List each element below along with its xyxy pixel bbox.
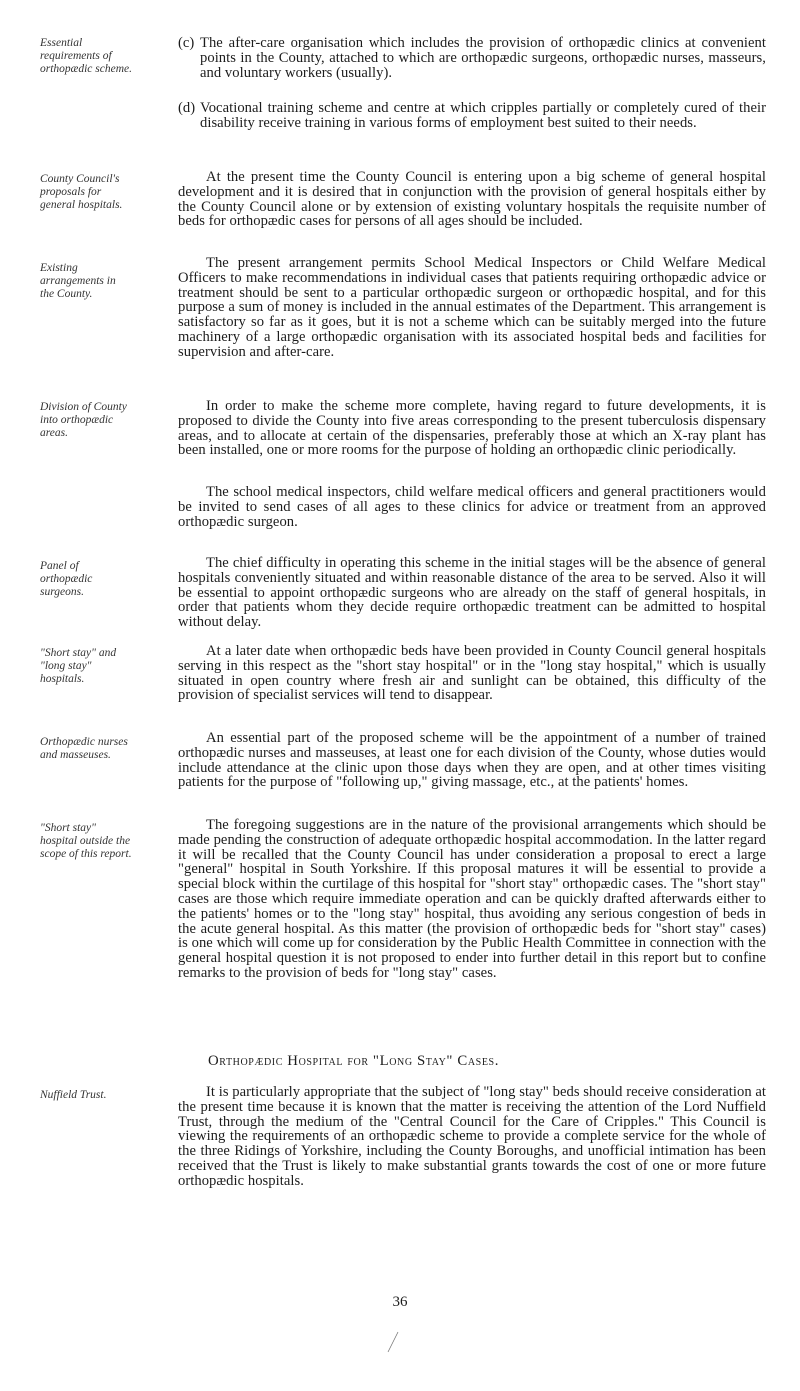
item-d-label: (d) (178, 100, 196, 116)
item-c-label: (c) (178, 35, 195, 51)
paragraph-foregoing-suggestions: The foregoing suggestions are in the nature of the provisional arrangements which should be made pending the construction of adequate orthopædic hospital accommodation. In the latter regard it will be recalled that the County Council has under consideration a proposal to erect a large "general" hospital in South Yorkshire. If this proposal matures it will be essential to provide a special block within the curtilage of this hospital for "short stay" orthopædic cases. The "short stay" cases are those which require immediate operation and can be quickly drafted afterwards either to the patients' homes or to the "long stay" hospital, thus avoiding any serious congestion of beds in the acute general hospital. As this matter (the provision of orthopædic beds for "short stay" cases) is one which will come up for consideration by the Public Health Committee in connection with the general hospital question it is not proposed to ender into further detail in this report but to confine remarks to the provision of beds for "long stay" cases. (178, 817, 766, 981)
paragraph-division-into-areas: In order to make the scheme more complete, having regard to future developments, it is proposed to divide the County into five areas corresponding to the present tuberculosis dispensary areas, and to allocate at certain of the dispensaries, preferably those at which an X-ray plant has been installed, one or more rooms for the purpose of holding an orthopædic clinic periodically. (178, 398, 766, 459)
paragraph-later-date: At a later date when orthopædic beds have been provided in County Council general hospitals serving in this respect as the "short stay hospital" or in the "long stay hospital," which is usually situated in open country where fresh air and sunlight can be obtained, this difficulty of the provision of specialist services will tend to disappear. (178, 643, 766, 704)
margin-note-division-of-county: Division of County into orthopædic areas. (40, 401, 127, 439)
item-c-text: The after-care organisation which includes the provision of orthopædic clinics at convenient points in the County, attached to which are orthopædic surgeons, orthopædic nurses, masseurs, and voluntary workers (usually). (200, 35, 766, 81)
paragraph-existing-arrangement: The present arrangement permits School Medical Inspectors or Child Welfare Medical Officers to make recommendations in individual cases that patients requiring orthopædic advice or treatment should be sent to a particular orthopædic surgeon or orthopædic hospital, and for this purpose a sum of money is included in the annual estimates of the Department. This arrangement is satisfactory so far as it goes, but it is not a scheme which can be suitably merged into the future machinery of a large orthopædic organisation with its associated hospital beds and facilities for supervision and after-care. (178, 255, 766, 360)
paragraph-general-hospitals: At the present time the County Council is entering upon a big scheme of general hospital development and it is desired that in conjunction with the provision of general hospitals either by the County Council alone or by extension of existing voluntary hospitals the requisite number of beds for orthopædic cases for persons of all ages should be included. (178, 169, 766, 230)
paragraph-chief-difficulty: The chief difficulty in operating this scheme in the initial stages will be the absence of general hospitals conveniently situated and within reasonable distance of the area to be served. Also it will be essential to appoint orthopædic surgeons who are already on the staff of general hospitals, in order that patients whom they decide require orthopædic treatment can be admitted to hospital without delay. (178, 555, 766, 631)
margin-note-essential-requirements: Essential requirements of orthopædic scheme. (40, 37, 132, 75)
paragraph-nurses-masseuses: An essential part of the proposed scheme will be the appointment of a number of trained orthopædic nurses and masseuses, at least one for each division of the County, whose duties would include attendance at the clinic upon those days when they are open, and at other times visiting patients for the purpose of "following up," giving massage, etc., at the patients' homes. (178, 730, 766, 791)
margin-note-nuffield-trust: Nuffield Trust. (40, 1089, 107, 1101)
margin-note-nurses-masseuses: Orthopædic nurses and masseuses. (40, 736, 128, 761)
paragraph-nuffield-trust: It is particularly appropriate that the subject of "long stay" beds should receive consideration at the present time because it is known that the matter is receiving the attention of the Lord Nuffield Trust, through the medium of the "Central Council for the Care of Cripples." This Council is viewing the requirements of an orthopædic scheme to provide a complete service for the whole of the three Ridings of Yorkshire, including the County Boroughs, and unofficial intimation has been received that the Trust is likely to make substantial grants towards the cost of one or more future orthopædic hospitals. (178, 1084, 766, 1189)
margin-note-existing-arrangements: Existing arrangements in the County. (40, 262, 116, 300)
margin-note-county-proposals: County Council's proposals for general hospitals. (40, 173, 123, 211)
section-heading: Orthopædic Hospital for "Long Stay" Cases. (208, 1053, 499, 1069)
page-number: 36 (392, 1294, 408, 1310)
margin-note-short-long-stay: "Short stay" and "long stay" hospitals. (40, 647, 117, 685)
item-d (178, 101, 766, 131)
item-c (178, 36, 766, 80)
margin-note-panel-of-surgeons: Panel of orthopædic surgeons. (40, 560, 93, 598)
pencil-mark-icon (386, 1330, 400, 1354)
item-d-text: Vocational training scheme and centre at which cripples partially or completely cured of their disability receive training in various forms of employment best suited to their needs. (200, 100, 766, 131)
paragraph-school-inspectors: The school medical inspectors, child welfare medical officers and general practitioners would be invited to send cases of all ages to these clinics for advice or treatment from an approved orthopædic surgeon. (178, 484, 766, 530)
margin-note-short-stay-outside-scope: "Short stay" hospital outside the scope of this report. (40, 822, 132, 860)
